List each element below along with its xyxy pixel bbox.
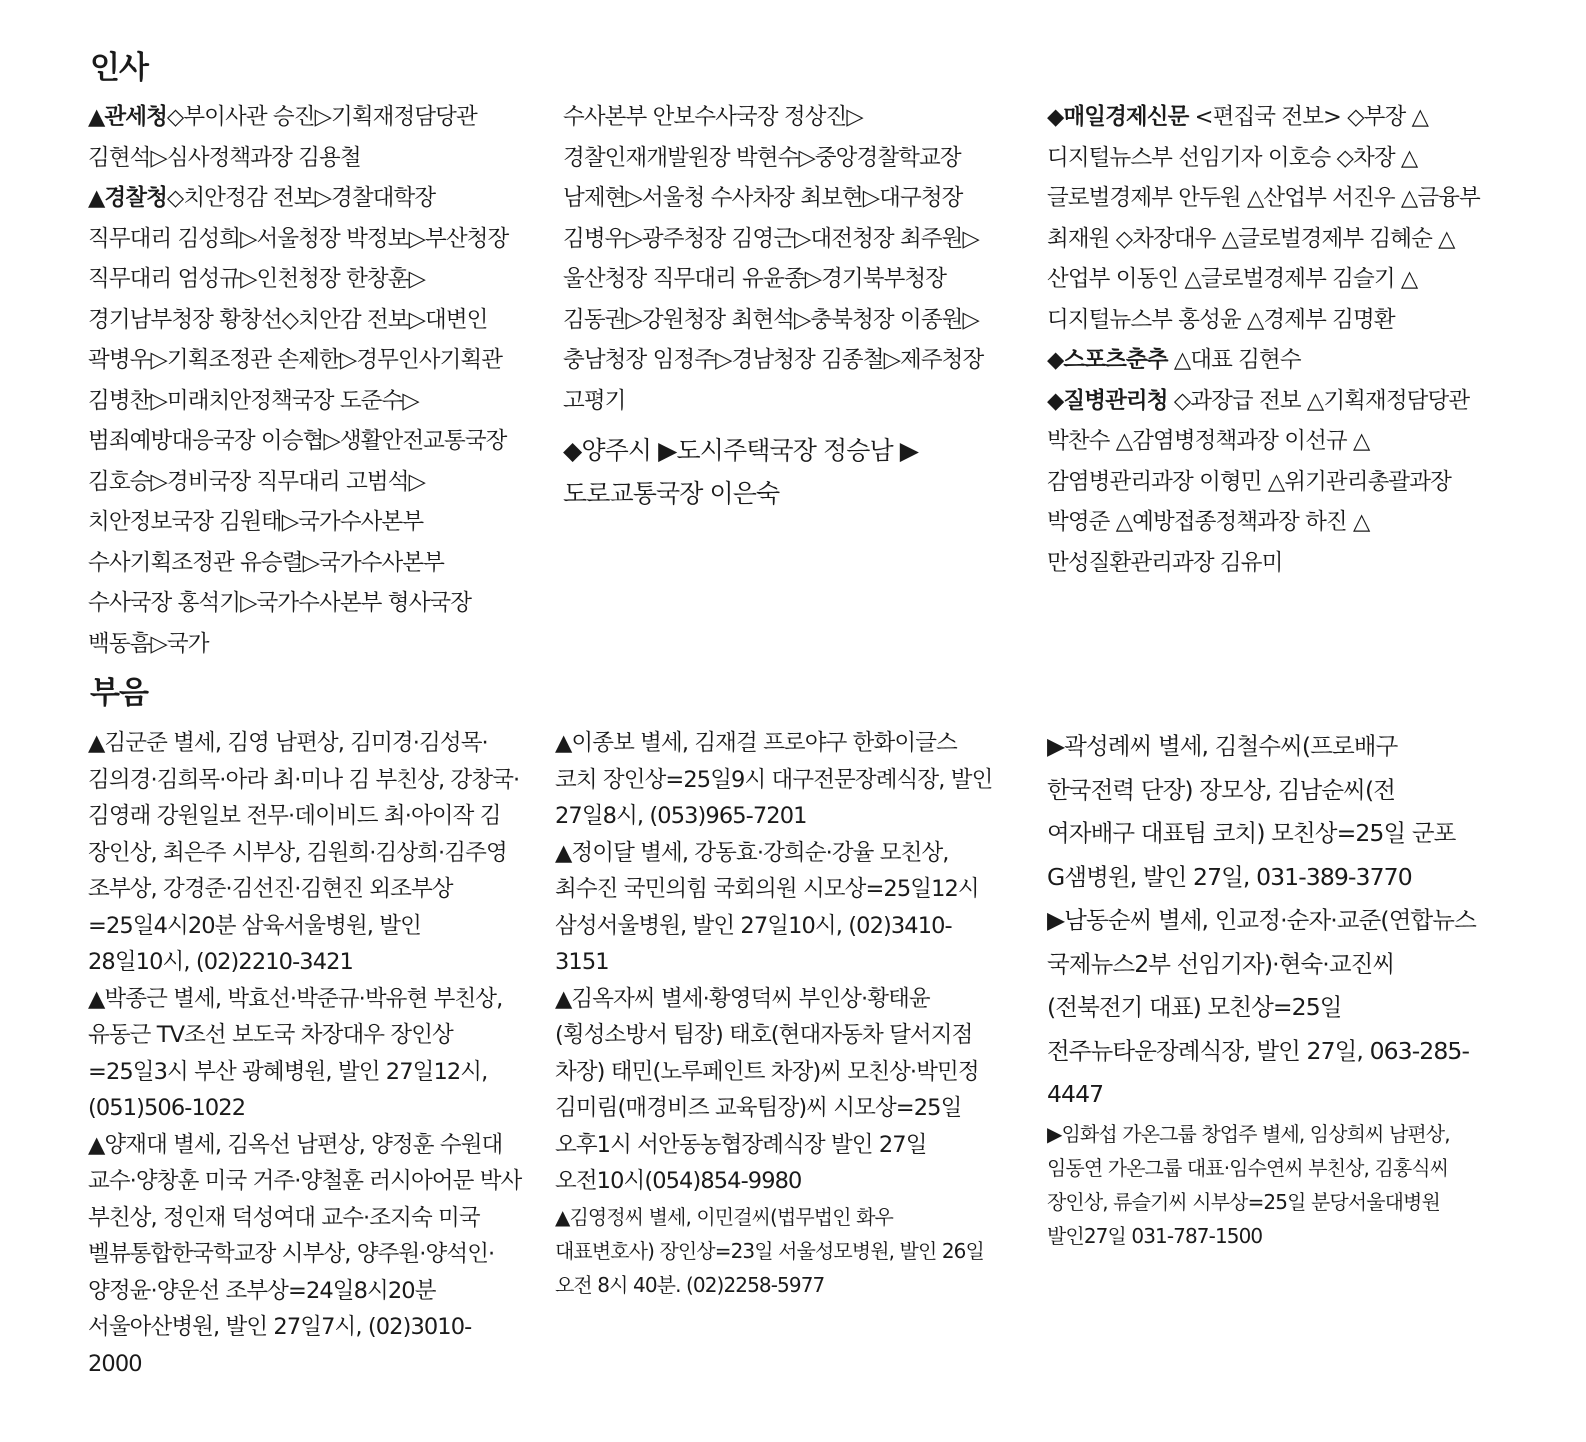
insa-column-3 xyxy=(1047,97,1485,583)
org-name: ▲관세청 xyxy=(88,104,167,130)
section-title-bueum: 부음 xyxy=(90,675,148,711)
insa-entry-sports xyxy=(1047,340,1485,381)
obituary-entry: ▲김영정씨 별세, 이민걸씨(법무법인 화우 대표변호사) 장인상=23일 서울성모병원, 발인 26일 오전 8시 40분. (02)2258-5977 xyxy=(555,1204,984,1297)
obituary-entry: ▲김옥자씨 별세·황영덕씨 부인상·황태윤(횡성소방서 팀장) 태호(현대자동차 달서지점 차장) 태민(노루페인트 차장)씨 모친상·박민정 김미림(매경비즈 교육팀장)씨 시모상=25일 오후1시 서안동농협장례식장 발인 27일 오전10시(054)854-9980 xyxy=(555,985,979,1194)
obituary-entry: ▲이종보 별세, 김재걸 프로야구 한화이글스 코치 장인상=25일9시 대구전문장례식장, 발인 27일8시, (053)965-7201 xyxy=(555,730,993,829)
obituary-entry: ▲김군준 별세, 김영 남편상, 김미경·김성목·김의경·김희목·아라 최·미나 김 부친상, 강창국·김영래 강원일보 전무·데이비드 최·아이작 김 장인상, 최은주 시부상, 김원희·김상희·김주영 조부상, 강경준·김선진·김현진 외조부상=25일4시20분 삼육서울병원, 발인 28일10시, (02)2210-3421 xyxy=(88,730,520,975)
org-name: ◆매일경제신문 xyxy=(1047,104,1189,130)
insa-column-2 xyxy=(563,97,1003,515)
obituary-entry: ▲정이달 별세, 강동효·강희순·강율 모친상, 최수진 국민의힘 국회의원 시모상=25일12시 삼성서울병원, 발인 27일10시, (02)3410-3151 xyxy=(555,839,979,975)
org-name: ▲경찰청 xyxy=(88,185,167,211)
insa-column-1 xyxy=(88,97,524,664)
entry-text: <편집국 전보> ◇부장 △디지털뉴스부 선임기자 이호승 ◇차장 △글로벌경제부 안두원 △산업부 서진우 △금융부 최재원 ◇차장대우 △글로벌경제부 김혜순 △산업부 이동인 △글로벌경제부 김슬기 △디지털뉴스부 홍성윤 △경제부 김명환 xyxy=(1047,104,1480,333)
entry-text: ◇치안정감 전보▷경찰대학장 직무대리 김성희▷서울청장 박정보▷부산청장 직무대리 엄성규▷인천청장 한창훈▷경기남부청장 황창선◇치안감 전보▷대변인 곽병우▷기획조정관 손제한▷경무인사기획관 김병찬▷미래치안정책국장 도준수▷범죄예방대응국장 이승협▷생활안전교통국장 김호승▷경비국장 직무대리 고범석▷치안정보국장 김원태▷국가수사본부 수사기획조정관 유승렬▷국가수사본부 수사국장 홍석기▷국가수사본부 형사국장 백동흠▷국가 xyxy=(88,185,509,657)
org-name: ◆스포츠춘추 xyxy=(1047,347,1168,373)
insa-entry-yangju xyxy=(563,429,1003,515)
insa-entry-customs xyxy=(88,97,524,178)
bueum-column-2 xyxy=(555,725,995,1302)
insa-entry-maeil xyxy=(1047,97,1485,340)
section-title-insa: 인사 xyxy=(90,50,148,86)
insa-entry-kdca xyxy=(1047,381,1485,584)
obituary-entry: ▶남동순씨 별세, 인교정·순자·교준(연합뉴스 국제뉴스2부 선임기자)·현숙·교진씨(전북전기 대표) 모친상=25일 전주뉴타운장례식장, 발인 27일, 063-285-4447 xyxy=(1047,906,1476,1108)
insa-entry-police-cont xyxy=(563,97,1003,421)
insa-entry-police xyxy=(88,178,524,664)
entry-text: ◇부이사관 승진▷기획재정담당관 김현석▷심사정책과장 김용철 xyxy=(88,104,477,171)
obituary-entry: ▲박종근 별세, 박효선·박준규·박유현 부친상, 유동근 TV조선 보도국 차장대우 장인상=25일3시 부산 광혜병원, 발인 27일12시, (051)506-1022 xyxy=(88,985,503,1121)
org-name: ◆양주시 xyxy=(563,436,652,465)
entry-text: 수사본부 안보수사국장 정상진▷경찰인재개발원장 박현수▷중앙경찰학교장 남제현▷서울청 수사차장 최보현▷대구청장 김병우▷광주청장 김영근▷대전청장 최주원▷울산청장 직무대리 유윤종▷경기북부청장 김동권▷강원청장 최현석▷충북청장 이종원▷충남청장 임정주▷경남청장 김종철▷제주청장 고평기 xyxy=(563,104,984,414)
entry-text: ▶도시주택국장 정승남 ▶도로교통국장 이은숙 xyxy=(563,436,919,508)
obituary-entry: ▲양재대 별세, 김옥선 남편상, 양정훈 수원대 교수·양창훈 미국 거주·양철훈 러시아어문 박사 부친상, 정인재 덕성여대 교수·조지숙 미국 벨뷰통합한국학교장 시부상, 양주원·양석인·양정윤·양운선 조부상=24일8시20분 서울아산병원, 발인 27일7시, (02)3010-2000 xyxy=(88,1131,522,1377)
obituary-entry: ▶곽성례씨 별세, 김철수씨(프로배구 한국전력 단장) 장모상, 김남순씨(전 여자배구 대표팀 코치) 모친상=25일 군포 G샘병원, 발인 27일, 031-389-3770 xyxy=(1047,732,1456,891)
entry-text: ◇과장급 전보 △기획재정담당관 박찬수 △감염병정책과장 이선규 △감염병관리과장 이형민 △위기관리총괄과장 박영준 △예방접종정책과장 하진 △만성질환관리과장 김유미 xyxy=(1047,387,1470,576)
entry-text: △대표 김현수 xyxy=(1167,347,1301,373)
obituary-entry: ▶임화섭 가온그룹 창업주 별세, 임상희씨 남편상, 임동연 가온그룹 대표·임수연씨 부친상, 김홍식씨 장인상, 류슬기씨 시부상=25일 분당서울대병원 발인27일 031-787-1500 xyxy=(1047,1121,1450,1248)
bueum-column-3 xyxy=(1047,725,1485,1253)
bueum-column-1 xyxy=(88,725,524,1382)
org-name: ◆질병관리청 xyxy=(1047,387,1168,414)
